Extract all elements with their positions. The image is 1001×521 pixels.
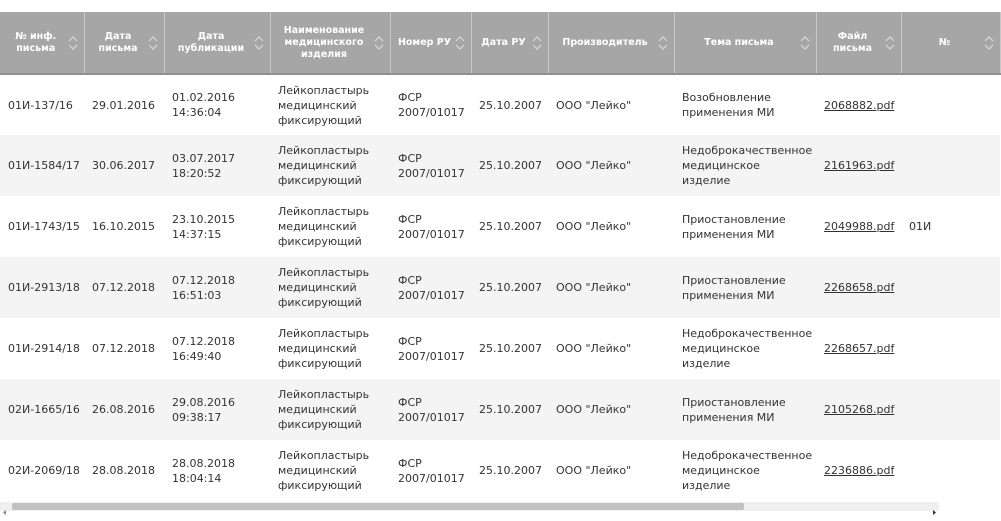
letters-table	[0, 12, 1001, 501]
letter-number-cell: 01И-137/16	[0, 74, 84, 135]
letter-file-cell	[816, 440, 901, 501]
device-name-cell: Лейкопластырь медицинский фиксирующий	[270, 74, 390, 135]
letter-topic-cell: Недоброкачественное медицинское изделие	[674, 135, 816, 196]
column-publication-date-header[interactable]	[164, 12, 270, 74]
table-row[interactable]	[0, 379, 1000, 440]
column-letter-topic-header[interactable]	[674, 12, 816, 74]
letter-topic-cell: Приостановление применения МИ	[674, 379, 816, 440]
ru-date-cell: 25.10.2007	[471, 440, 548, 501]
extra-cell	[901, 135, 1000, 196]
extra-cell	[901, 257, 1000, 318]
letter-file-cell	[816, 135, 901, 196]
header-label: Файл письма	[832, 30, 873, 54]
letter-file-cell	[816, 379, 901, 440]
letter-file-cell	[816, 257, 901, 318]
publication-date-cell: 03.07.2017 18:20:52	[164, 135, 270, 196]
manufacturer-cell: ООО "Лейко"	[548, 257, 674, 318]
ru-number-cell: ФСР 2007/01017	[390, 196, 471, 257]
table-row[interactable]	[0, 440, 1000, 501]
manufacturer-cell: ООО "Лейко"	[548, 74, 674, 135]
device-name-cell: Лейкопластырь медицинский фиксирующий	[270, 318, 390, 379]
extra-cell	[901, 74, 1000, 135]
column-letter-number-header[interactable]	[0, 12, 84, 74]
header-label: Дата письма	[98, 30, 138, 54]
sort-arrows-icon[interactable]	[658, 34, 668, 52]
column-letter-date-header[interactable]	[84, 12, 164, 74]
pdf-file-link[interactable]: 2049988.pdf	[824, 220, 895, 233]
sort-arrows-icon[interactable]	[68, 34, 78, 52]
letter-file-cell	[816, 196, 901, 257]
manufacturer-cell: ООО "Лейко"	[548, 196, 674, 257]
header-label: №	[938, 36, 951, 48]
column-ru-number-header[interactable]	[390, 12, 471, 74]
table-body	[0, 74, 1000, 501]
manufacturer-cell: ООО "Лейко"	[548, 135, 674, 196]
header-label: № инф. письма	[15, 30, 57, 54]
ru-date-cell: 25.10.2007	[471, 318, 548, 379]
ru-number-cell: ФСР 2007/01017	[390, 135, 471, 196]
device-name-cell: Лейкопластырь медицинский фиксирующий	[270, 257, 390, 318]
table-row[interactable]	[0, 257, 1000, 318]
pdf-file-link[interactable]: 2105268.pdf	[824, 403, 895, 416]
ru-date-cell: 25.10.2007	[471, 257, 548, 318]
letter-number-cell: 02И-2069/18	[0, 440, 84, 501]
header-label: Дата публикации	[177, 30, 245, 54]
header-label: Дата РУ	[481, 36, 526, 48]
manufacturer-cell: ООО "Лейко"	[548, 318, 674, 379]
header-label: Наименование медицинского изделия	[283, 24, 365, 60]
extra-cell	[901, 379, 1000, 440]
publication-date-cell: 07.12.2018 16:51:03	[164, 257, 270, 318]
header-label: Производитель	[562, 36, 648, 48]
device-name-cell: Лейкопластырь медицинский фиксирующий	[270, 379, 390, 440]
letter-file-cell	[816, 74, 901, 135]
table-header-row	[0, 12, 1000, 74]
ru-date-cell: 25.10.2007	[471, 135, 548, 196]
header-label: Номер РУ	[397, 36, 452, 48]
pdf-file-link[interactable]: 2268658.pdf	[824, 281, 895, 294]
ru-number-cell: ФСР 2007/01017	[390, 379, 471, 440]
sort-arrows-icon[interactable]	[148, 34, 158, 52]
pdf-file-link[interactable]: 2236886.pdf	[824, 464, 895, 477]
ru-number-cell: ФСР 2007/01017	[390, 440, 471, 501]
ru-date-cell: 25.10.2007	[471, 379, 548, 440]
letter-topic-cell: Приостановление применения МИ	[674, 257, 816, 318]
sort-arrows-icon[interactable]	[374, 34, 384, 52]
column-letter-file-header[interactable]	[816, 12, 901, 74]
publication-date-cell: 01.02.2016 14:36:04	[164, 74, 270, 135]
letter-number-cell: 01И-1584/17	[0, 135, 84, 196]
device-name-cell: Лейкопластырь медицинский фиксирующий	[270, 440, 390, 501]
letter-date-cell: 28.08.2018	[84, 440, 164, 501]
extra-cell: 01И	[901, 196, 1000, 257]
column-device-name-header[interactable]	[270, 12, 390, 74]
letter-number-cell: 01И-1743/15	[0, 196, 84, 257]
horizontal-scrollbar[interactable]	[0, 502, 939, 511]
sort-arrows-icon[interactable]	[885, 34, 895, 52]
extra-cell	[901, 318, 1000, 379]
device-name-cell: Лейкопластырь медицинский фиксирующий	[270, 196, 390, 257]
ru-date-cell: 25.10.2007	[471, 196, 548, 257]
letters-table-viewport	[0, 12, 951, 502]
letter-number-cell: 02И-1665/16	[0, 379, 84, 440]
table-row[interactable]	[0, 318, 1000, 379]
letter-topic-cell: Недоброкачественное медицинское изделие	[674, 318, 816, 379]
letter-date-cell: 07.12.2018	[84, 257, 164, 318]
scroll-right-arrow-icon[interactable]	[929, 502, 939, 511]
pdf-file-link[interactable]: 2268657.pdf	[824, 342, 895, 355]
table-row[interactable]	[0, 135, 1000, 196]
ru-number-cell: ФСР 2007/01017	[390, 318, 471, 379]
letter-topic-cell: Приостановление применения МИ	[674, 196, 816, 257]
pdf-file-link[interactable]: 2161963.pdf	[824, 159, 895, 172]
table-row[interactable]	[0, 74, 1000, 135]
header-label: Тема письма	[704, 36, 774, 48]
device-name-cell: Лейкопластырь медицинский фиксирующий	[270, 135, 390, 196]
sort-arrows-icon[interactable]	[984, 34, 994, 52]
letter-date-cell: 26.08.2016	[84, 379, 164, 440]
letter-date-cell: 07.12.2018	[84, 318, 164, 379]
ru-number-cell: ФСР 2007/01017	[390, 257, 471, 318]
manufacturer-cell: ООО "Лейко"	[548, 379, 674, 440]
sort-arrows-icon[interactable]	[455, 34, 465, 52]
letter-date-cell: 30.06.2017	[84, 135, 164, 196]
column-manufacturer-header[interactable]	[548, 12, 674, 74]
column-extra-header[interactable]	[901, 12, 1000, 74]
sort-arrows-icon[interactable]	[800, 34, 810, 52]
pdf-file-link[interactable]: 2068882.pdf	[824, 98, 895, 112]
extra-cell	[901, 440, 1000, 501]
sort-arrows-icon[interactable]	[254, 34, 264, 52]
sort-arrows-icon[interactable]	[532, 34, 542, 52]
letter-topic-cell: Недоброкачественное медицинское изделие	[674, 440, 816, 501]
scrollbar-thumb[interactable]	[12, 503, 744, 510]
ru-number-cell: ФСР 2007/01017	[390, 74, 471, 135]
scroll-left-arrow-icon[interactable]	[0, 502, 10, 511]
letter-date-cell: 16.10.2015	[84, 196, 164, 257]
publication-date-cell: 28.08.2018 18:04:14	[164, 440, 270, 501]
manufacturer-cell: ООО "Лейко"	[548, 440, 674, 501]
letter-topic-cell: Возобновление применения МИ	[674, 74, 816, 135]
ru-date-cell: 25.10.2007	[471, 74, 548, 135]
letter-file-cell	[816, 318, 901, 379]
letter-number-cell: 01И-2913/18	[0, 257, 84, 318]
table-row[interactable]	[0, 196, 1000, 257]
letter-date-cell: 29.01.2016	[84, 74, 164, 135]
publication-date-cell: 07.12.2018 16:49:40	[164, 318, 270, 379]
letter-number-cell: 01И-2914/18	[0, 318, 84, 379]
column-ru-date-header[interactable]	[471, 12, 548, 74]
publication-date-cell: 29.08.2016 09:38:17	[164, 379, 270, 440]
publication-date-cell: 23.10.2015 14:37:15	[164, 196, 270, 257]
